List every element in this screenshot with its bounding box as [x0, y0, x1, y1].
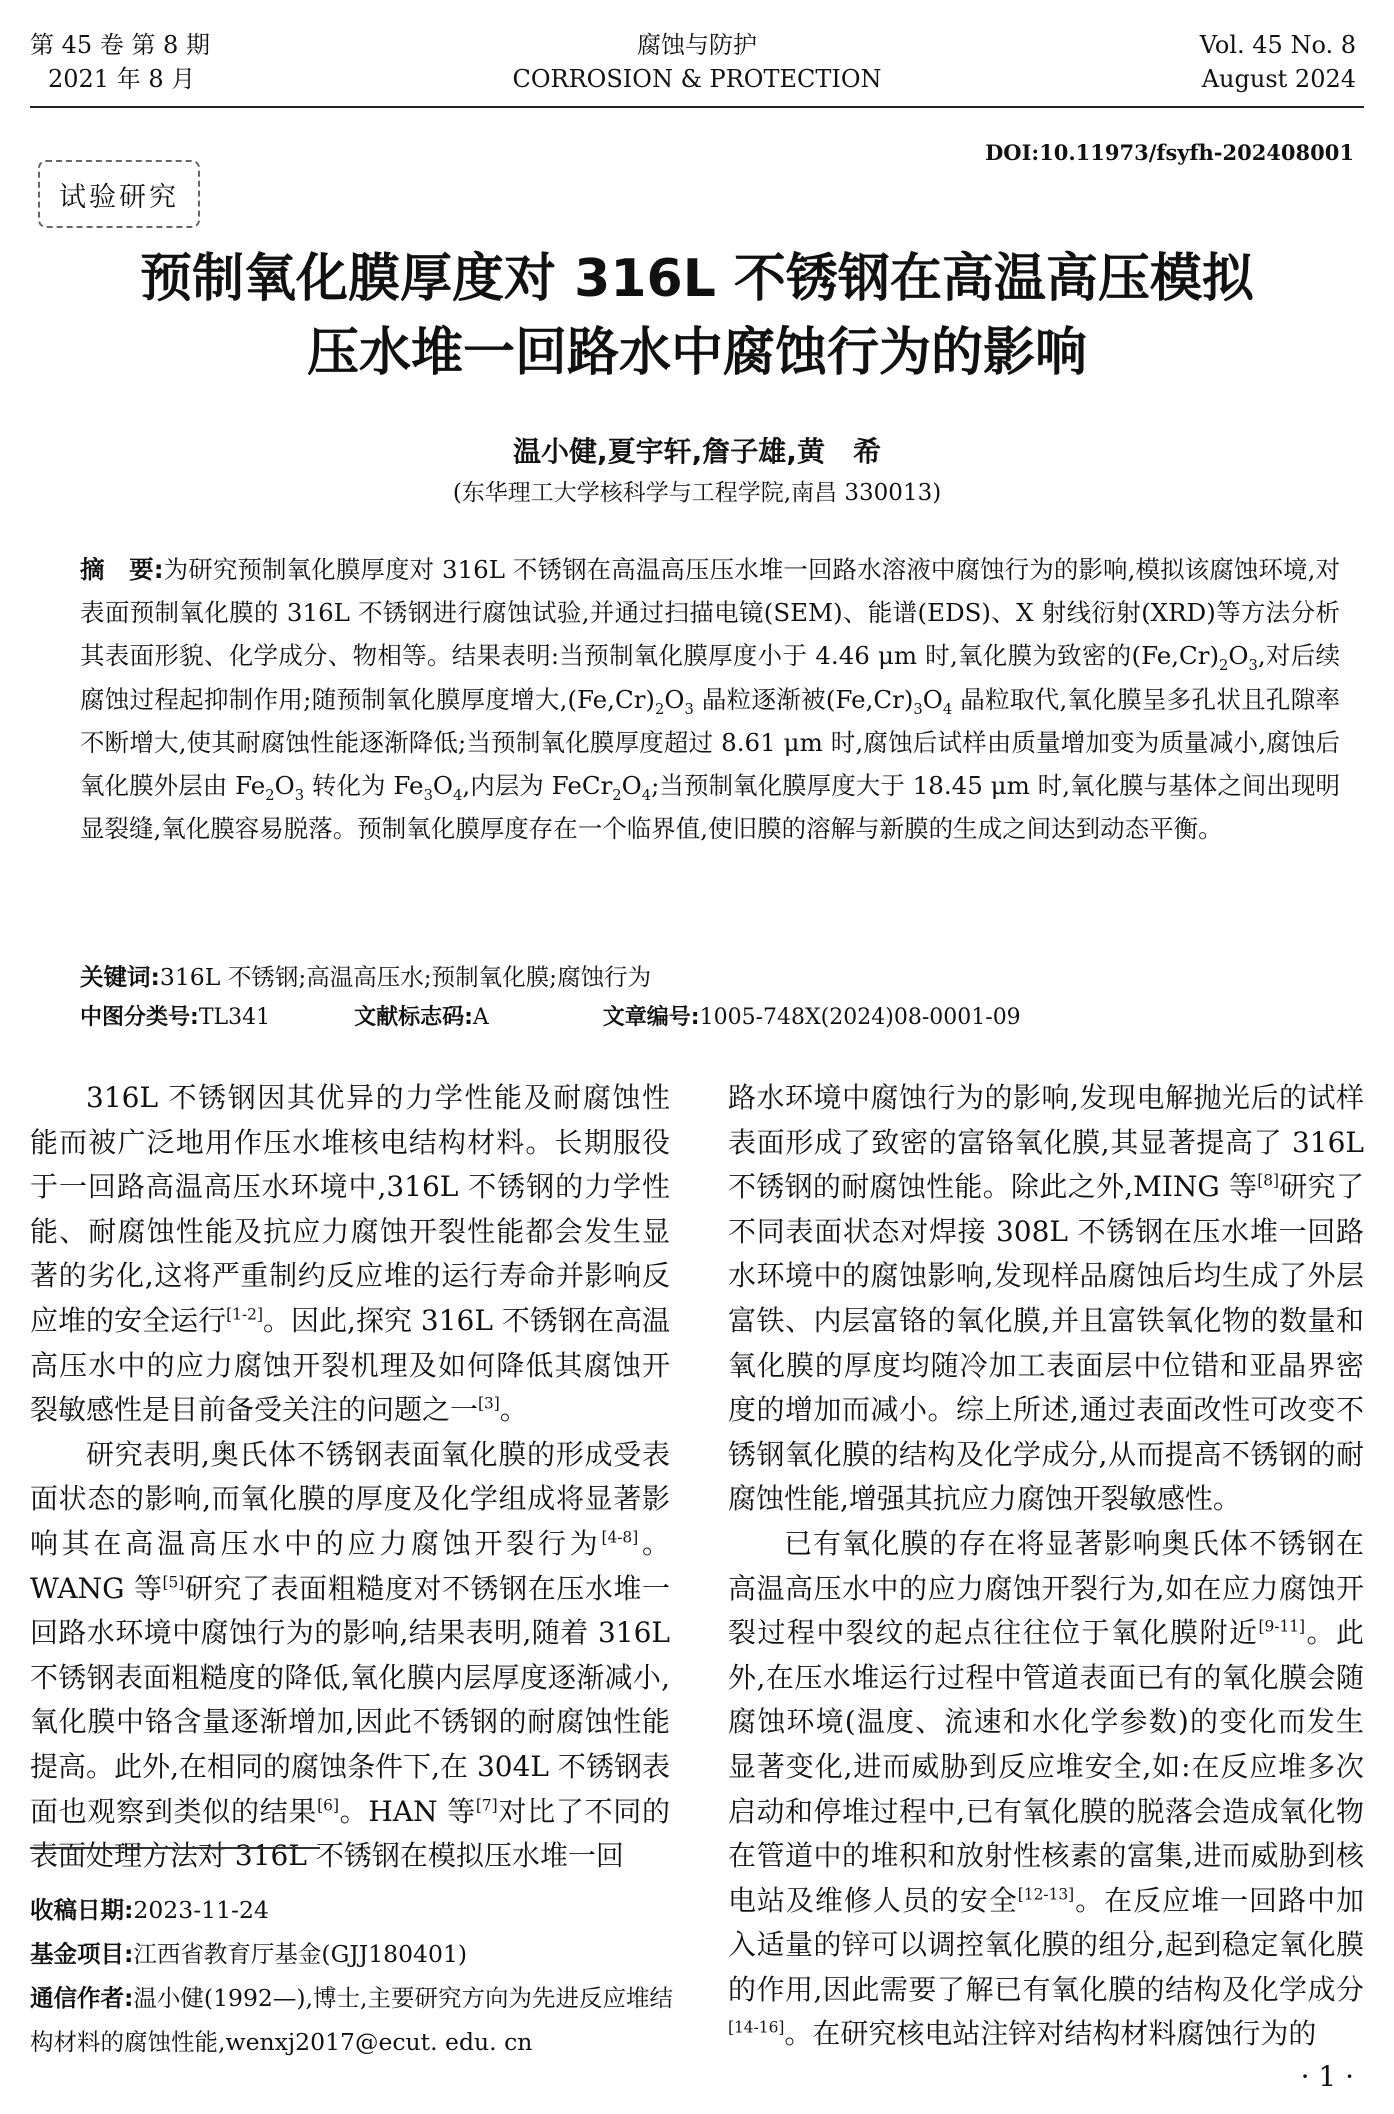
citation[interactable]: [8]: [1257, 1171, 1280, 1190]
body-column-right: [728, 1076, 1364, 2057]
affiliation: (东华理工大学核科学与工程学院,南昌 330013): [452, 480, 942, 506]
paragraph: [728, 1522, 1364, 2057]
abstract-text: 转化为 Fe: [304, 771, 424, 801]
paragraph: [30, 1076, 670, 1433]
keywords: [80, 958, 1340, 992]
keywords-text: 316L 不锈钢;高温高压水;预制氧化膜;腐蚀行为: [159, 963, 652, 991]
issue-date-en: August 2024: [1201, 65, 1356, 93]
journal-name-en: CORROSION & PROTECTION: [512, 65, 882, 93]
body-text: 。在研究核电站注锌对结构材料腐蚀行为的: [784, 2017, 1317, 2051]
abstract-text: 晶粒逐渐被(Fe,Cr): [693, 684, 914, 714]
fund-value: 江西省教育厅基金(GJJ180401): [133, 1940, 468, 1968]
corr-value: 温小健(1992—),博士,主要研究方向为先进反应堆结构材料的腐蚀性能,wenxj2017@ecut. edu. cn: [30, 1984, 673, 2056]
abstract-label: 摘 要:: [80, 555, 164, 584]
page-number: · 1 ·: [1300, 2060, 1354, 2093]
subscript: 4: [453, 786, 463, 804]
subscript: 4: [942, 700, 953, 718]
received-date: [30, 1888, 680, 1932]
doc-code-value: A: [472, 1005, 489, 1030]
citation[interactable]: [12-13]: [1017, 1885, 1075, 1904]
corr-label: 通信作者:: [30, 1984, 134, 2012]
journal-name-cn: 腐蚀与防护: [637, 31, 757, 59]
abstract-text: ;当预制氧化膜厚度大于 18.45 μm 时,氧化膜与基体之间出现明显裂缝,氧化膜容易脱落。预制氧化膜厚度存在一个临界值,使旧膜的溶解与新膜的生成之间达到动态平衡。: [80, 771, 1340, 844]
journal-volume-en: [1200, 28, 1356, 96]
fund: [30, 1932, 680, 1976]
citation[interactable]: [1-2]: [226, 1305, 263, 1324]
issue-date-cn: 2021 年 8 月: [48, 65, 196, 93]
citation[interactable]: [6]: [317, 1796, 339, 1815]
authors: 温小健,夏宇轩,詹子雄,黄 希: [513, 435, 881, 468]
abstract-text: ,对后续腐蚀过程起抑制作用;随预制氧化膜厚度增大,(Fe,Cr): [80, 641, 1340, 714]
body-text: 已有氧化膜的存在将显著影响奥氏体不锈钢在高温高压水中的应力腐蚀开裂行为,如在应力腐蚀开裂过程中裂纹的起点往往位于氧化膜附近: [728, 1526, 1364, 1650]
keywords-label: 关键词:: [80, 963, 160, 991]
abstract-text: O: [274, 771, 295, 801]
received-label: 收稿日期:: [30, 1896, 134, 1924]
doi[interactable]: DOI:10.11973/fsyfh-202408001: [985, 140, 1354, 165]
body-text: 。: [499, 1393, 528, 1427]
abstract-text: O: [1228, 641, 1249, 671]
abstract-text: O: [664, 684, 685, 714]
corresponding-author: [30, 1976, 680, 2064]
footnote-rule: [30, 1847, 320, 1849]
volume-issue-en: Vol. 45 No. 8: [1199, 31, 1356, 59]
citation[interactable]: [3]: [478, 1394, 500, 1413]
header-rule: [30, 106, 1364, 108]
abstract: [80, 548, 1340, 850]
paper-title-line-1: 预制氧化膜厚度对 316L 不锈钢在高温高压模拟: [140, 249, 1254, 309]
section-badge-label: 试验研究: [59, 181, 179, 213]
abstract-text: 晶粒取代,氧化膜呈多孔状且孔隙率不断增大,使其耐腐蚀性能逐渐降低;当预制氧化膜厚度超过 8.61 μm 时,腐蚀后试样由质量增加变为质量减小,腐蚀后氧化膜外层由 Fe: [80, 684, 1341, 801]
subscript: 3: [684, 700, 694, 718]
fund-label: 基金项目:: [30, 1940, 134, 1968]
subscript: 3: [1248, 657, 1258, 675]
abstract-text: O: [621, 771, 642, 801]
paper-title-line-2: 压水堆一回路水中腐蚀行为的影响: [306, 323, 1087, 383]
clc-label: 中图分类号:: [80, 1005, 199, 1030]
body-text: 对比了不同的表面处理方法对 316L 不锈钢在模拟压水堆一回: [30, 1794, 670, 1873]
body-text: 。此外,在压水堆运行过程中管道表面已有的氧化膜会随腐蚀环境(温度、流速和水化学参数)的变化而发生显著变化,进而威胁到反应堆安全,如:在反应堆多次启动和停堆过程中,已有氧化膜的脱落会造成氧化物在管道中的堆积和放射性核素的富集,进而威胁到核电站及维修人员的安全: [728, 1616, 1364, 1917]
body-text: 研究了不同表面状态对焊接 308L 不锈钢在压水堆一回路水环境中的腐蚀影响,发现样品腐蚀后均生成了外层富铁、内层富铬的氧化膜,并且富铁氧化物的数量和氧化膜的厚度均随冷加工表面层中位错和亚晶界密度的增加而减小。综上所述,通过表面改性可改变不锈钢氧化膜的结构及化学成分,从而提高不锈钢的耐腐蚀性能,增强其抗应力腐蚀开裂敏感性。: [728, 1170, 1364, 1516]
body-text: 路水环境中腐蚀行为的影响,发现电解抛光后的试样表面形成了致密的富铬氧化膜,其显著提高了 316L 不锈钢的耐腐蚀性能。除此之外,MING 等: [728, 1081, 1364, 1204]
subscript: 2: [265, 786, 275, 804]
body-text: 316L 不锈钢因其优异的力学性能及耐腐蚀性能而被广泛地用作压水堆核电结构材料。长期服役于一回路高温高压水环境中,316L 不锈钢的力学性能、耐腐蚀性能及抗应力腐蚀开裂性能都会发生显著的劣化,这将严重制约反应堆的运行寿命并影响反应堆的安全运行: [30, 1081, 670, 1337]
article-number-label: 文章编号:: [602, 1005, 700, 1030]
subscript: 3: [294, 786, 305, 804]
citation[interactable]: [7]: [475, 1796, 498, 1815]
subscript: 2: [612, 786, 622, 804]
subscript: 3: [913, 700, 923, 718]
abstract-text: O: [922, 684, 943, 714]
clc-value: TL341: [198, 1005, 271, 1030]
abstract-text: 为研究预制氧化膜厚度对 316L 不锈钢在高温高压压水堆一回路水溶液中腐蚀行为的影响,模拟该腐蚀环境,对表面预制氧化膜的 316L 不锈钢进行腐蚀试验,并通过扫描电镜(SEM)、能谱(EDS)、X 射线衍射(XRD)等方法分析其表面形貌、化学成分、物相等。结果表明:当预制氧化膜厚度小于 4.46 μm 时,氧化膜为致密的(Fe,Cr): [80, 555, 1340, 671]
subscript: 4: [641, 786, 652, 804]
doc-code-label: 文献标志码:: [354, 1005, 473, 1030]
classification-line: [80, 1000, 1021, 1031]
body-column-left: [30, 1076, 670, 1879]
body-text: 。HAN 等: [338, 1794, 476, 1828]
citation[interactable]: [4-8]: [601, 1528, 639, 1547]
received-value: 2023-11-24: [133, 1896, 269, 1924]
paragraph: [30, 1433, 670, 1879]
body-text: 。因此,探究 316L 不锈钢在高温高压水中的应力腐蚀开裂机理及如何降低其腐蚀开裂敏感性是目前备受关注的问题之一: [30, 1303, 670, 1427]
body-text: 研究了表面粗糙度对不锈钢在压水堆一回路水环境中腐蚀行为的影响,结果表明,随着 316L 不锈钢表面粗糙度的降低,氧化膜内层厚度逐渐减小,氧化膜中铬含量逐渐增加,因此不锈钢的耐腐蚀性能提高。此外,在相同的腐蚀条件下,在 304L 不锈钢表面也观察到类似的结果: [30, 1571, 670, 1828]
subscript: 3: [423, 786, 433, 804]
citation[interactable]: [5]: [162, 1573, 185, 1592]
paragraph: [728, 1076, 1364, 1522]
body-text: 。在反应堆一回路中加入适量的锌可以调控氧化膜的组分,起到稳定氧化膜的作用,因此需要了解已有氧化膜的结构及化学成分: [728, 1883, 1364, 2006]
footnote: [30, 1888, 680, 2064]
body-text: 研究表明,奥氏体不锈钢表面氧化膜的形成受表面状态的影响,而氧化膜的厚度及化学组成将显著影响其在高温高压水中的应力腐蚀开裂行为: [30, 1437, 670, 1560]
abstract-text: O: [432, 771, 454, 801]
abstract-text: ,内层为 FeCr: [462, 771, 613, 801]
citation[interactable]: [14-16]: [728, 2019, 785, 2038]
journal-name: [0, 28, 1394, 96]
section-badge: [38, 160, 200, 228]
citation[interactable]: [9-11]: [1258, 1617, 1306, 1636]
body-text: 。WANG 等: [30, 1526, 670, 1605]
volume-issue: 第 45 卷 第 8 期: [30, 31, 210, 59]
subscript: 2: [654, 700, 665, 718]
article-number-value: 1005-748X(2024)08-0001-09: [699, 1005, 1021, 1030]
subscript: 2: [1219, 657, 1229, 675]
paper-title: [60, 242, 1334, 390]
